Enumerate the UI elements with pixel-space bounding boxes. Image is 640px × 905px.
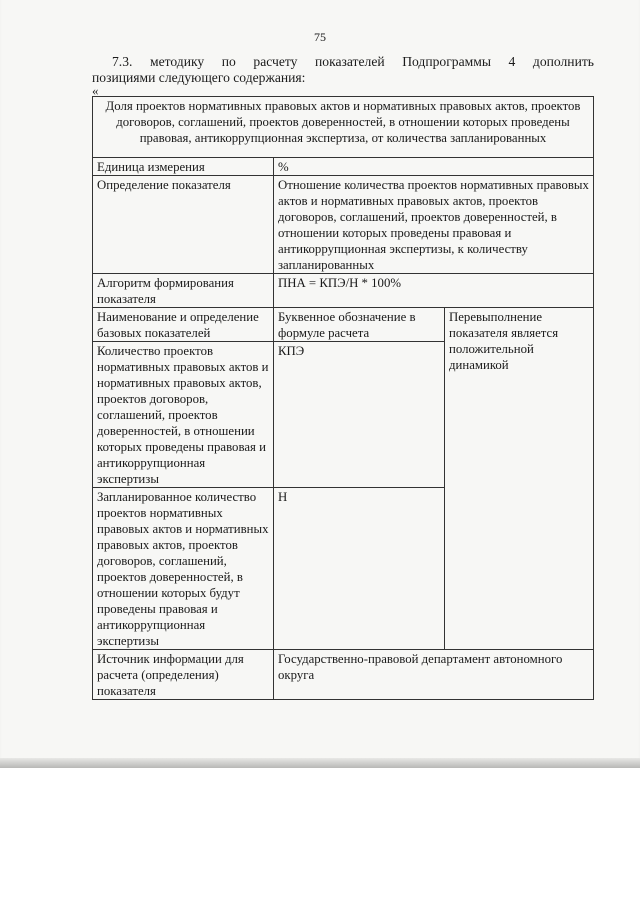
letter-designation-label: Буквенное обозначение в формуле расчета [274,308,445,342]
definition-label: Определение показателя [93,176,274,274]
table-row [93,650,594,700]
indicator-n-letter: Н [274,488,445,650]
algorithm-value: ПНА = КПЭ/Н * 100% [274,274,594,308]
indicator-kpe-letter: КПЭ [274,342,445,488]
indicator-n-name: Запланированное количество проектов нормативных правовых актов и нормативных правовых актов, проектов договоров, соглашений, проектов доверенностей, в отношении которых будут проведены правовая и антикоррупционная экспертизы [93,488,274,650]
definition-value: Отношение количества проектов нормативных правовых актов и нормативных правовых актов, проектов договоров, соглашений, проектов доверенностей, в отношении которых проведены правовая и антикоррупционная экспертизы, к количеству запланированных [274,176,594,274]
algorithm-label: Алгоритм формирования показателя [93,274,274,308]
unit-value: % [274,158,594,176]
intro-line-2: позициями следующего содержания: [92,70,306,85]
table-row [93,176,594,274]
base-indicators-label: Наименование и определение базовых показателей [93,308,274,342]
intro-line-1: 7.3. методику по расчету показателей Подпрограммы 4 дополнить [112,54,594,69]
table-row [93,97,594,158]
unit-label: Единица измерения [93,158,274,176]
intro-paragraph [92,54,594,86]
table-title: Доля проектов нормативных правовых актов и нормативных правовых актов, проектов договоров, соглашений, проектов доверенностей, в отношении которых проведены правовая, антикоррупционная экспертиза, от количества запланированных [93,97,594,158]
page-number: 75 [314,30,326,44]
table-row [93,274,594,308]
overfulfillment-note: Перевыполнение показателя является положительной динамикой [445,308,594,650]
indicator-kpe-name: Количество проектов нормативных правовых актов и нормативных правовых актов, проектов договоров, соглашений, проектов доверенностей, в отношении которых проведены правовая и антикоррупционная экспертизы [93,342,274,488]
table-row [93,308,594,342]
open-quote: « [92,83,99,98]
table-row [93,158,594,176]
indicator-table [92,96,594,700]
source-label: Источник информации для расчета (определения) показателя [93,650,274,700]
source-value: Государственно-правовой департамент автономного округа [274,650,594,700]
